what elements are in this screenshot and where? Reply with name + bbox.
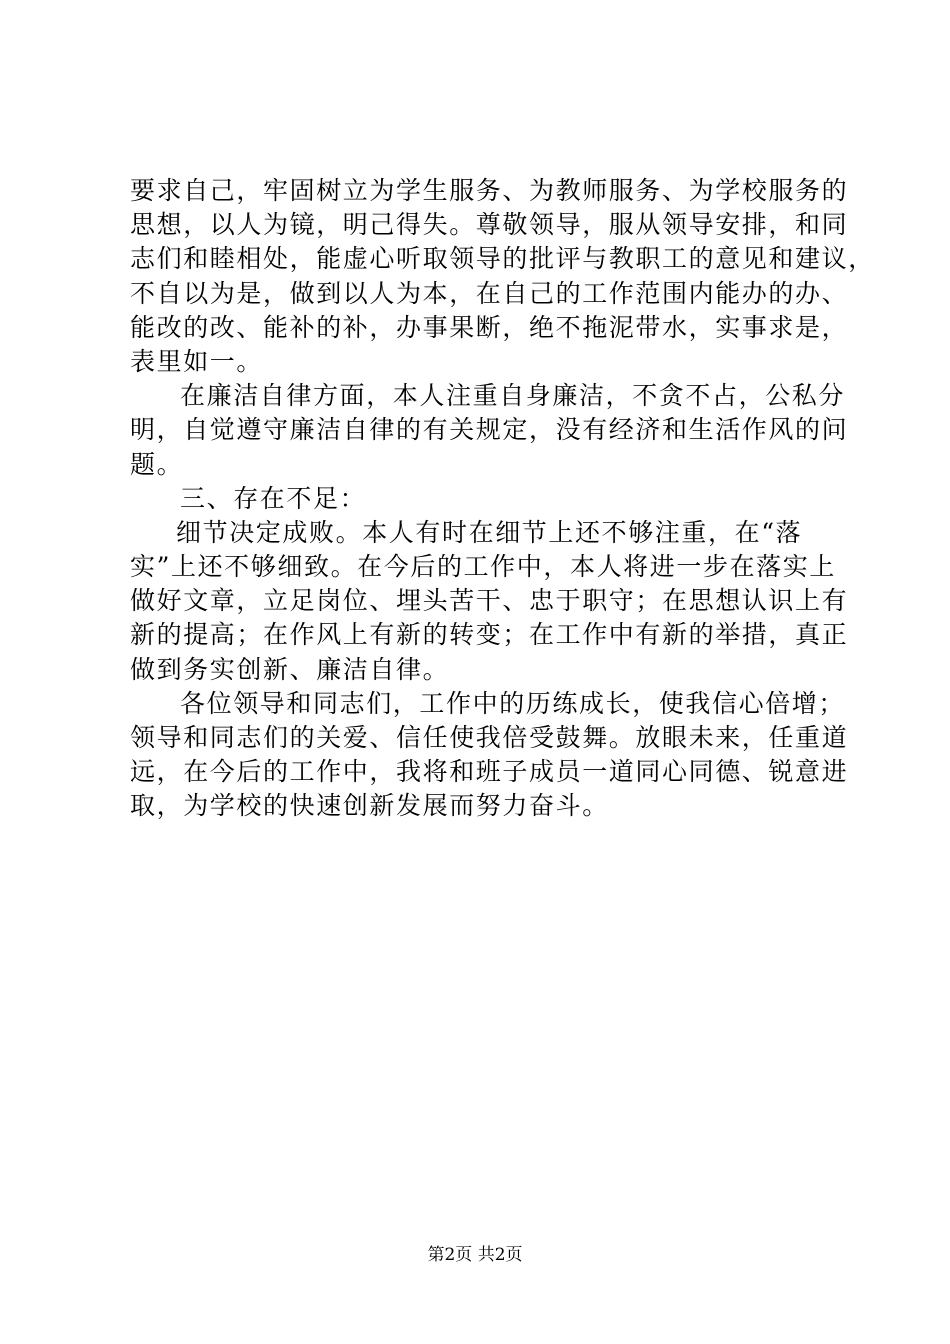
section-heading: 三、存在不足： [180,483,367,513]
text-line: 实”上还不够细致。在今后的工作中，本人将进一步在落实上 [130,552,836,582]
text-line: 领导和同志们的关爱、信任使我倍受鼓舞。放眼未来，任重道 [130,723,849,752]
paragraph-start-line: 细节决定成败。本人有时在细节上还不够注重，在“落 [176,517,803,547]
text-line: 表里如一。 [130,346,264,376]
text-line: 取，为学校的快速创新发展而努力奋斗。 [130,791,609,821]
paragraph-start-line: 各位领导和同志们，工作中的历练成长，使我信心倍增； [180,688,846,718]
text-line: 志们和睦相处，能虚心听取领导的批评与教职工的意见和建议， [130,244,875,274]
paragraph-start-line: 在廉洁自律方面，本人注重自身廉洁，不贪不占，公私分 [180,381,846,411]
text-line: 要求自己，牢固树立为学生服务、为教师服务、为学校服务的 [130,176,849,205]
page-number: 第2页 共2页 [427,1245,523,1265]
text-line: 明，自觉遵守廉洁自律的有关规定，没有经济和生活作风的问 [130,415,849,445]
text-line: 做到务实创新、廉洁自律。 [130,654,450,684]
text-line: 思想，以人为镜，明己得失。尊敬领导，服从领导安排，和同 [130,210,849,240]
text-line: 不自以为是，做到以人为本，在自己的工作范围内能办的办、 [130,278,849,308]
text-line: 做好文章，立足岗位、埋头苦干、忠于职守；在思想认识上有 [130,586,849,616]
text-line: 题。 [130,449,184,479]
text-line: 新的提高；在作风上有新的转变；在工作中有新的举措，真正 [130,620,849,650]
document-body [130,174,875,824]
text-line: 远，在今后的工作中，我将和班子成员一道同心同德、锐意进 [130,757,849,787]
page-footer [0,1243,950,1267]
text-line: 能改的改、能补的补，办事果断，绝不拖泥带水，实事求是， [130,312,849,342]
